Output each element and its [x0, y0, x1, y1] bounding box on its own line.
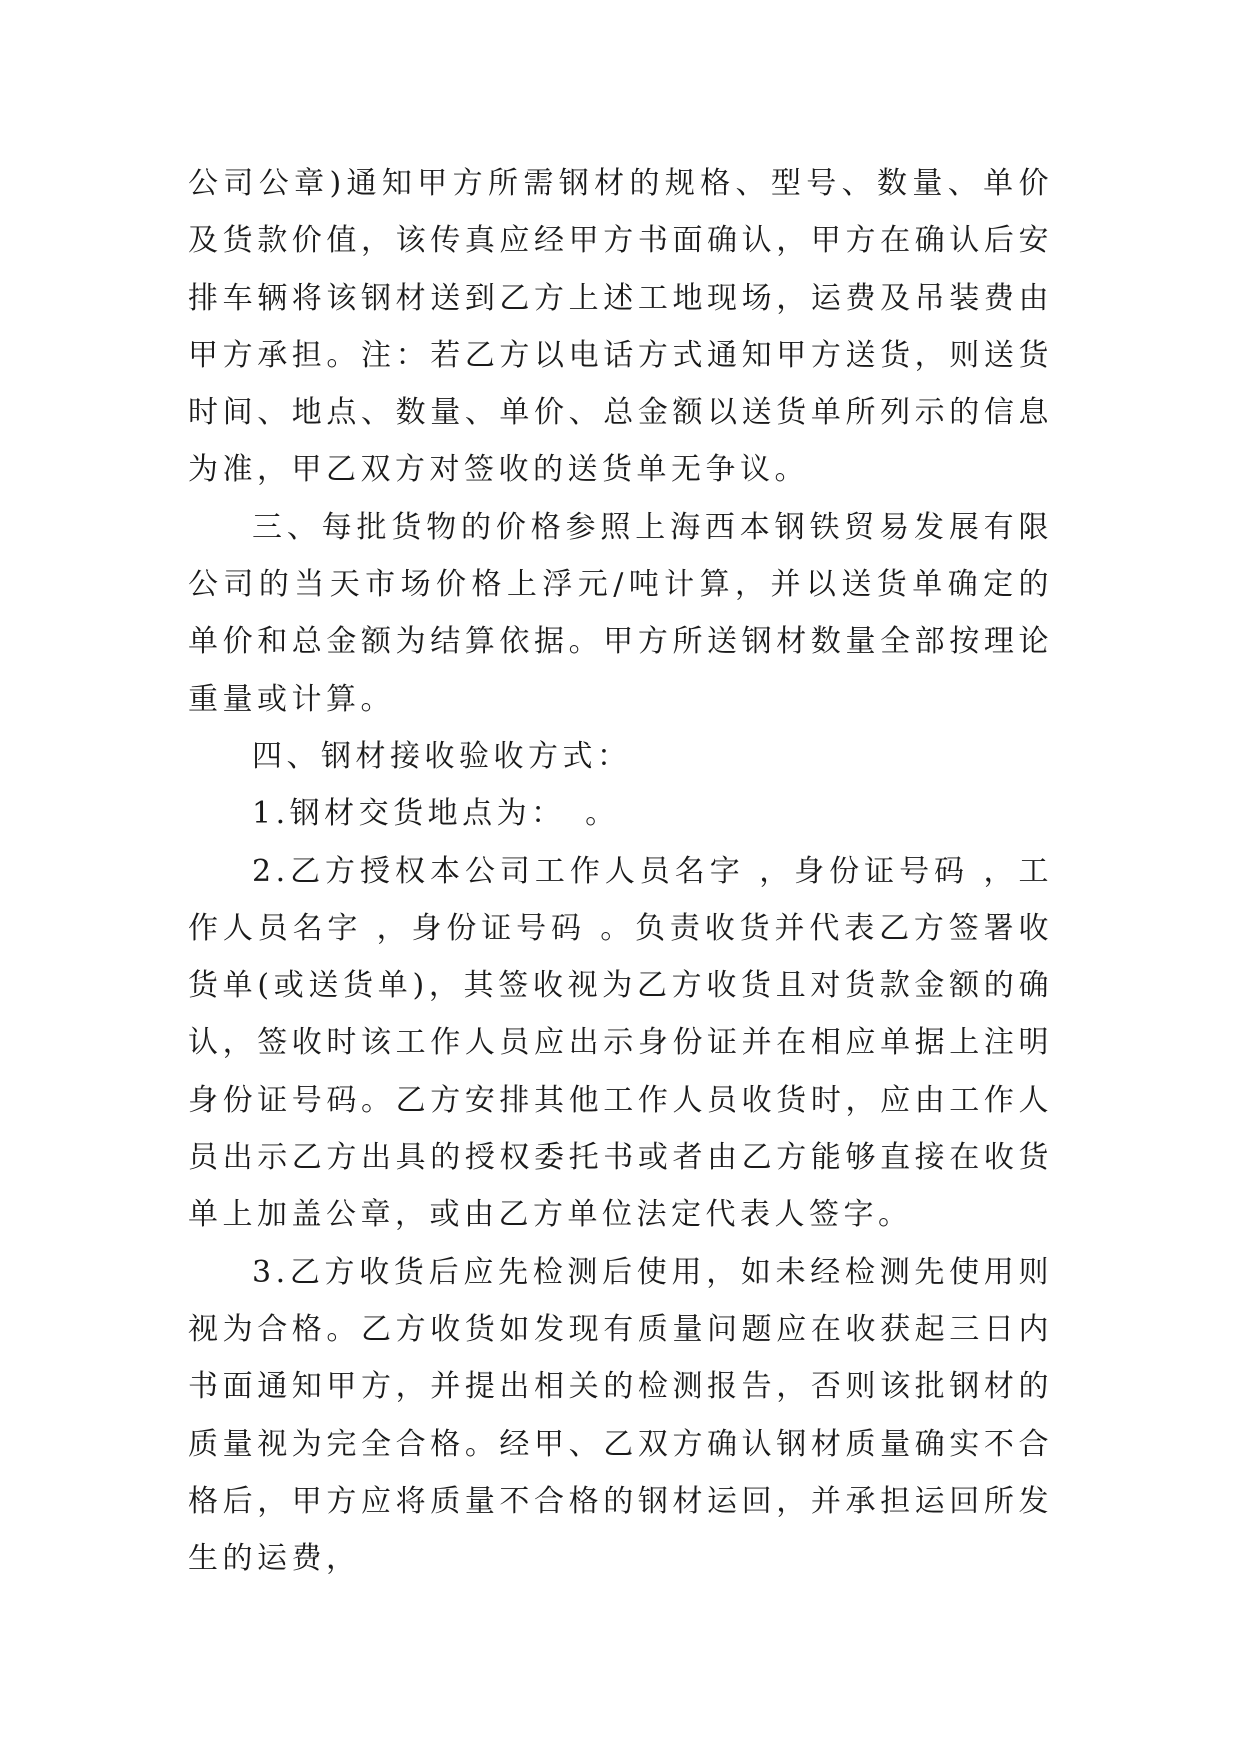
- paragraph-item-2-authorized-receivers: 2.乙方授权本公司工作人员名字 ，身份证号码 ，工作人员名字 ，身份证号码 。负责收货并代表乙方签署收货单(或送货单)，其签收视为乙方收货且对货款金额的确认，签收时该工作人员应出示身份证并在相应单据上注明身份证号码。乙方安排其他工作人员收货时，应由工作人员出示乙方出具的授权委托书或者由乙方能够直接在收货单上加盖公章，或由乙方单位法定代表人签字。: [188, 853, 1053, 1233]
- paragraph-article-4-heading: 四、钢材接收验收方式：: [252, 738, 632, 774]
- paragraph-article-3-pricing: 三、每批货物的价格参照上海西本钢铁贸易发展有限公司的当天市场价格上浮元/吨计算，并以送货单确定的单价和总金额为结算依据。甲方所送钢材数量全部按理论重量或计算。: [188, 509, 1053, 717]
- paragraph-item-3-quality-inspection: 3.乙方收货后应先检测后使用，如未经检测先使用则视为合格。乙方收货如发现有质量问题应在收获起三日内书面通知甲方，并提出相关的检测报告，否则该批钢材的质量视为完全合格。经甲、乙双方确认钢材质量确实不合格后，甲方应将质量不合格的钢材运回，并承担运回所发生的运费，: [188, 1254, 1053, 1577]
- document-body: [188, 155, 1053, 1587]
- paragraph-item-1-delivery-location: 1.钢材交货地点为： 。: [252, 796, 620, 832]
- paragraph-delivery-notice: 公司公章)通知甲方所需钢材的规格、型号、数量、单价及货款价值，该传真应经甲方书面确认，甲方在确认后安排车辆将该钢材送到乙方上述工地现场，运费及吊装费由甲方承担。注：若乙方以电话方式通知甲方送货，则送货时间、地点、数量、单价、总金额以送货单所列示的信息为准，甲乙双方对签收的送货单无争议。: [188, 166, 1053, 488]
